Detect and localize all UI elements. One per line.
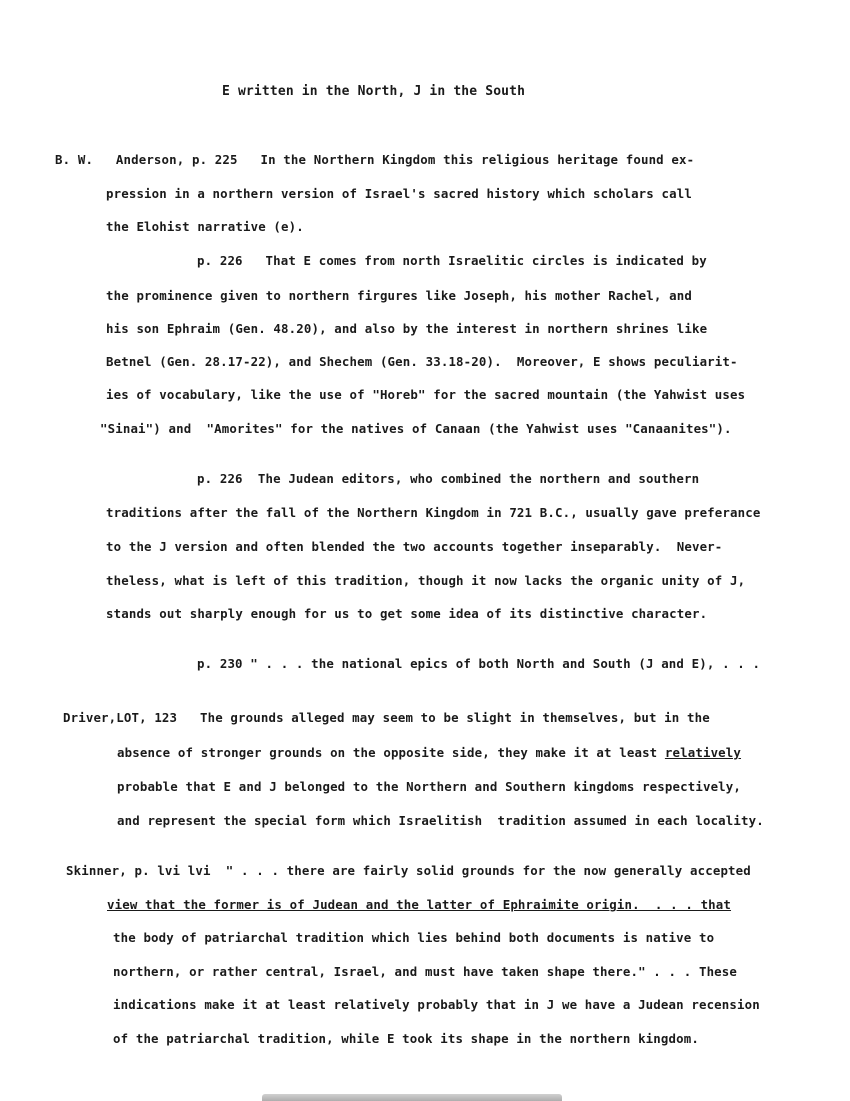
p226a-line-3: his son Ephraim (Gen. 48.20), and also by the interest in northern shrines like [106,321,708,336]
anderson-line-2: pression in a northern version of Israel's sacred history which scholars call [106,186,692,201]
p226b-line-2: traditions after the fall of the Northern Kingdom in 721 B.C., usually gave preferance [106,505,761,520]
page-title: E written in the North, J in the South [222,84,526,99]
driver-line-2 [117,745,741,761]
driver-line-1: Driver,LOT, 123 The grounds alleged may seem to be slight in themselves, but in the [63,710,710,725]
p226a-line-5: ies of vocabulary, like the use of "Horeb" for the sacred mountain (the Yahwist uses [106,387,746,402]
skinner-line-5: indications make it at least relatively probably that in J we have a Judean recension [113,997,760,1012]
driver-line-4: and represent the special form which Israelitish tradition assumed in each locality. [117,813,764,828]
skinner-line-4: northern, or rather central, Israel, and must have taken shape there." . . . These [113,964,738,979]
anderson-line-1: B. W. Anderson, p. 225 In the Northern Kingdom this religious heritage found ex- [55,152,695,167]
underlined-word: relatively [664,745,742,760]
p226a-line-1: p. 226 That E comes from north Israelitic circles is indicated by [197,253,707,268]
skinner-line-2: view that the former is of Judean and the latter of Ephraimite origin. . . . that [107,897,732,912]
anderson-line-3: the Elohist narrative (e). [106,219,304,234]
p226a-line-2: the prominence given to northern firgures like Joseph, his mother Rachel, and [106,288,692,303]
p226a-line-4: Betnel (Gen. 28.17-22), and Shechem (Gen. 33.18-20). Moreover, E shows peculiarit- [106,354,738,369]
scan-smudge [262,1094,562,1101]
p226b-line-4: theless, what is left of this tradition, though it now lacks the organic unity of J, [106,573,746,588]
skinner-line-1: Skinner, p. lvi lvi " . . . there are fairly solid grounds for the now generally accepted [66,863,751,878]
p230-line: p. 230 " . . . the national epics of both North and South (J and E), . . . [197,656,761,671]
p226b-line-1: p. 226 The Judean editors, who combined the northern and southern [197,471,700,486]
p226b-line-5: stands out sharply enough for us to get some idea of its distinctive character. [106,606,708,621]
p226a-line-6: "Sinai") and "Amorites" for the natives of Canaan (the Yahwist uses "Canaanites"). [100,421,732,436]
driver-line-3: probable that E and J belonged to the Northern and Southern kingdoms respectively, [117,779,742,794]
driver-line-2-text: absence of stronger grounds on the opposite side, they make it at least [117,745,665,760]
skinner-line-6: of the patriarchal tradition, while E took its shape in the northern kingdom. [113,1031,699,1046]
p226b-line-3: to the J version and often blended the two accounts together inseparably. Never- [106,539,723,554]
skinner-line-3: the body of patriarchal tradition which lies behind both documents is native to [113,930,715,945]
